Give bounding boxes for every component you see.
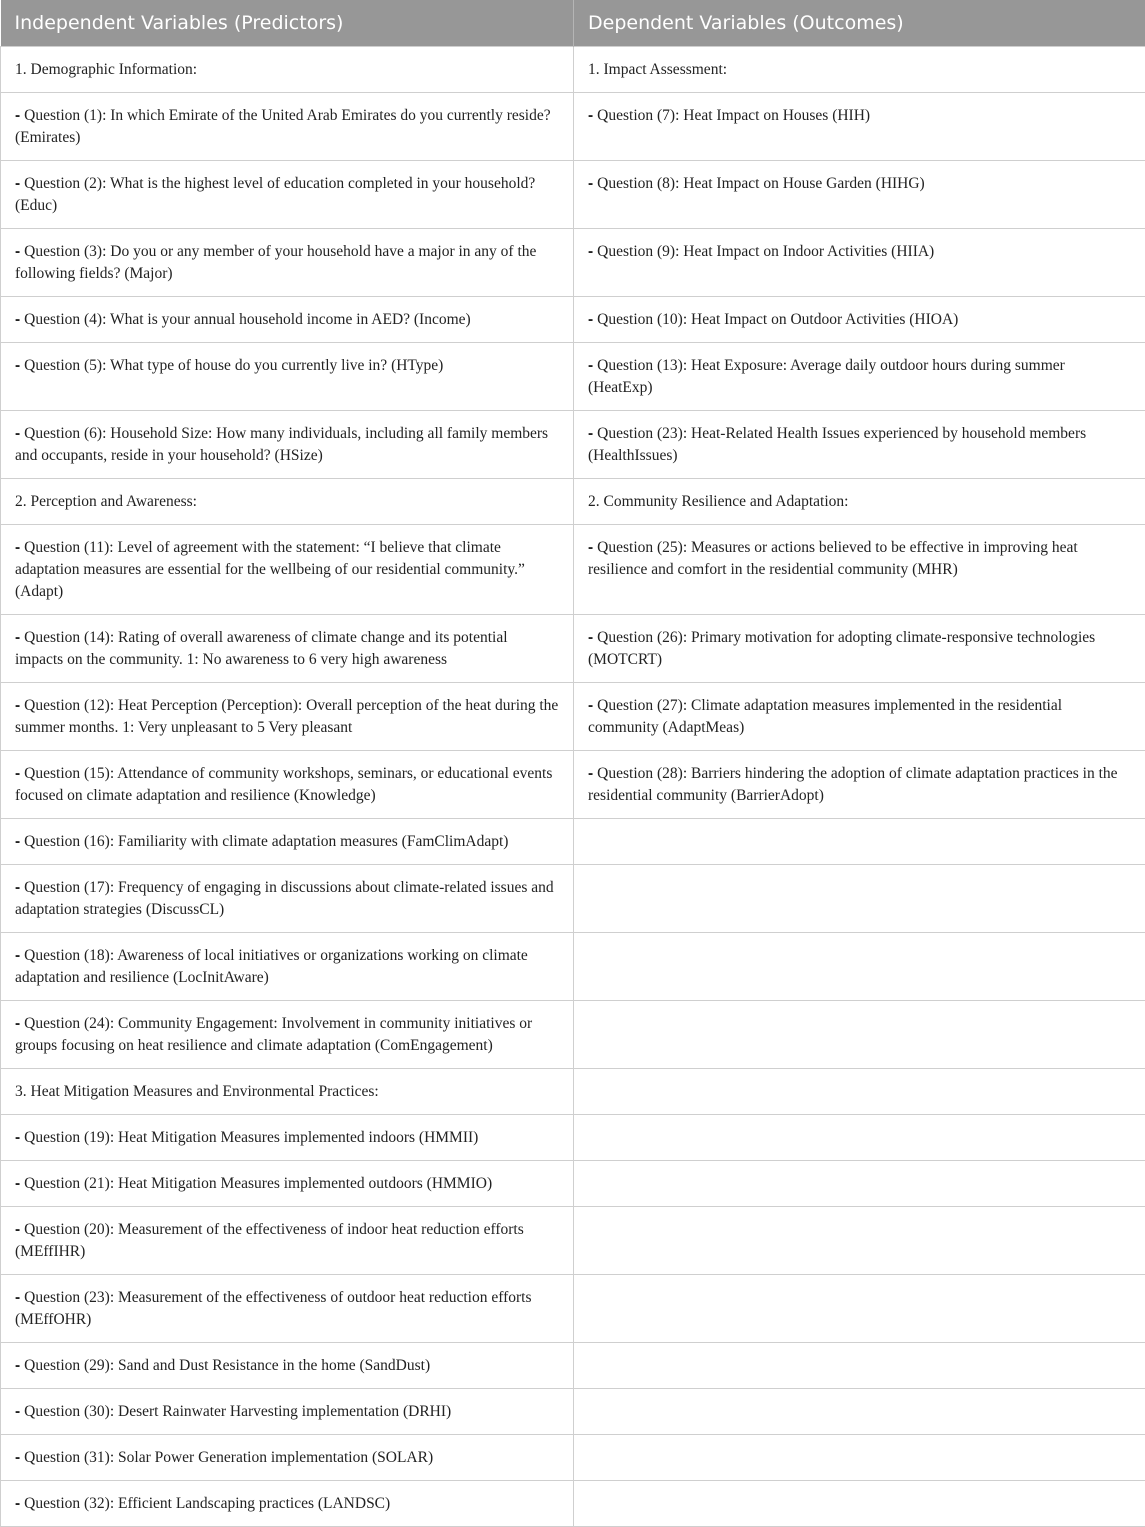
table-row [1,1389,1145,1435]
outcome-cell [574,525,1145,615]
cell-text: Question (3): Do you or any member of your household have a major in any of the following fields? (Major) [15,243,536,282]
table-row [1,615,1145,683]
cell-text: Question (23): Measurement of the effectiveness of outdoor heat reduction efforts (MEffOHR) [15,1289,532,1328]
table-row [1,229,1145,297]
table-row [1,1207,1145,1275]
table-row [1,819,1145,865]
bullet-icon: - [15,879,20,896]
outcome-cell [574,93,1145,161]
bullet-icon: - [15,1357,20,1374]
bullet-icon: - [15,1495,20,1512]
outcome-cell [574,229,1145,297]
cell-text: Question (28): Barriers hindering the adoption of climate adaptation practices in the residential community (BarrierAdopt) [588,765,1118,804]
predictor-cell [1,1435,574,1481]
cell-text: Question (15): Attendance of community workshops, seminars, or educational events focused on climate adaptation and resilience (Knowledge) [15,765,552,804]
predictor-cell [1,1001,574,1069]
bullet-icon: - [15,1015,20,1032]
header-row [1,0,1145,47]
bullet-icon: - [588,243,593,260]
outcome-cell [574,1207,1145,1275]
table-row [1,1069,1145,1115]
cell-text: 3. Heat Mitigation Measures and Environmental Practices: [15,1083,379,1100]
predictor-cell [1,411,574,479]
outcome-cell [574,411,1145,479]
cell-text: Question (9): Heat Impact on Indoor Activities (HIIA) [597,243,934,260]
bullet-icon: - [15,311,20,328]
predictor-cell [1,161,574,229]
cell-text: Question (29): Sand and Dust Resistance in the home (SandDust) [24,1357,430,1374]
outcome-cell [574,1069,1145,1115]
cell-text: Question (2): What is the highest level of education completed in your household? (Educ) [15,175,535,214]
predictor-cell [1,751,574,819]
outcome-cell [574,615,1145,683]
bullet-icon: - [588,357,593,374]
bullet-icon: - [15,243,20,260]
cell-text: Question (19): Heat Mitigation Measures implemented indoors (HMMII) [24,1129,478,1146]
predictor-cell [1,865,574,933]
cell-text: Question (32): Efficient Landscaping practices (LANDSC) [24,1495,390,1512]
cell-text: Question (21): Heat Mitigation Measures implemented outdoors (HMMIO) [24,1175,492,1192]
predictor-cell [1,819,574,865]
table-row [1,865,1145,933]
outcome-cell [574,1001,1145,1069]
bullet-icon: - [15,1221,20,1238]
cell-text: Question (31): Solar Power Generation implementation (SOLAR) [24,1449,433,1466]
table-row [1,161,1145,229]
bullet-icon: - [588,425,593,442]
predictor-cell [1,933,574,1001]
bullet-icon: - [588,539,593,556]
predictor-cell [1,525,574,615]
table-row [1,1343,1145,1389]
cell-text: Question (5): What type of house do you currently live in? (HType) [24,357,443,374]
predictor-cell [1,615,574,683]
table-row [1,297,1145,343]
outcome-cell [574,865,1145,933]
outcome-cell [574,819,1145,865]
predictor-cell [1,1115,574,1161]
bullet-icon: - [15,425,20,442]
bullet-icon: - [15,1289,20,1306]
predictor-cell [1,1275,574,1343]
predictor-cell [1,1069,574,1115]
table-row [1,479,1145,525]
outcome-cell [574,1435,1145,1481]
bullet-icon: - [15,697,20,714]
cell-text: 2. Community Resilience and Adaptation: [588,493,848,510]
cell-text: Question (25): Measures or actions believed to be effective in improving heat resilience and comfort in the residential community (MHR) [588,539,1078,578]
bullet-icon: - [15,175,20,192]
bullet-icon: - [15,107,20,124]
outcome-cell [574,1275,1145,1343]
bullet-icon: - [588,175,593,192]
table-row [1,47,1145,93]
table-row [1,1001,1145,1069]
bullet-icon: - [15,357,20,374]
cell-text: Question (10): Heat Impact on Outdoor Activities (HIOA) [597,311,958,328]
outcome-cell [574,1343,1145,1389]
bullet-icon: - [15,833,20,850]
cell-text: Question (30): Desert Rainwater Harvesting implementation (DRHI) [24,1403,451,1420]
cell-text: Question (27): Climate adaptation measures implemented in the residential community (AdaptMeas) [588,697,1062,736]
cell-text: Question (4): What is your annual household income in AED? (Income) [24,311,471,328]
predictor-cell [1,479,574,525]
bullet-icon: - [15,1129,20,1146]
table-row [1,933,1145,1001]
table-row [1,751,1145,819]
outcome-cell [574,343,1145,411]
cell-text: Question (17): Frequency of engaging in discussions about climate-related issues and adaptation strategies (DiscussCL) [15,879,554,918]
predictor-cell [1,343,574,411]
predictor-cell [1,229,574,297]
table-row [1,1275,1145,1343]
cell-text: Question (11): Level of agreement with the statement: “I believe that climate adaptation measures are essential for the wellbeing of our residential community.” (Adapt) [15,539,525,600]
cell-text: 1. Demographic Information: [15,61,197,78]
predictor-cell [1,93,574,161]
cell-text: Question (18): Awareness of local initiatives or organizations working on climate adaptation and resilience (LocInitAware) [15,947,528,986]
outcome-cell [574,1161,1145,1207]
outcome-cell [574,1481,1145,1527]
outcome-cell [574,683,1145,751]
table-row [1,93,1145,161]
predictor-cell [1,1389,574,1435]
predictor-cell [1,683,574,751]
bullet-icon: - [588,629,593,646]
bullet-icon: - [15,947,20,964]
bullet-icon: - [588,765,593,782]
cell-text: Question (24): Community Engagement: Involvement in community initiatives or groups focusing on heat resilience and climate adaptation (ComEngagement) [15,1015,532,1054]
outcome-cell [574,47,1145,93]
table-row [1,1115,1145,1161]
cell-text: Question (26): Primary motivation for adopting climate-responsive technologies (MOTCRT) [588,629,1095,668]
bullet-icon: - [588,697,593,714]
bullet-icon: - [15,1449,20,1466]
table-row [1,683,1145,751]
predictor-cell [1,1161,574,1207]
predictor-cell [1,1207,574,1275]
bullet-icon: - [588,107,593,124]
outcome-cell [574,1389,1145,1435]
bullet-icon: - [15,765,20,782]
table-row [1,525,1145,615]
cell-text: Question (13): Heat Exposure: Average daily outdoor hours during summer (HeatExp) [588,357,1065,396]
outcome-cell [574,297,1145,343]
predictor-cell [1,1343,574,1389]
header-independent: Independent Variables (Predictors) [1,0,574,47]
outcome-cell [574,933,1145,1001]
table-row [1,1481,1145,1527]
predictor-cell [1,1481,574,1527]
bullet-icon: - [15,1175,20,1192]
header-dependent: Dependent Variables (Outcomes) [574,0,1145,47]
outcome-cell [574,161,1145,229]
table-row [1,1435,1145,1481]
cell-text: Question (7): Heat Impact on Houses (HIH) [597,107,870,124]
bullet-icon: - [15,539,20,556]
cell-text: Question (1): In which Emirate of the United Arab Emirates do you currently reside? (Emirates) [15,107,551,146]
bullet-icon: - [15,629,20,646]
cell-text: Question (6): Household Size: How many individuals, including all family members and occupants, reside in your household? (HSize) [15,425,548,464]
cell-text: Question (16): Familiarity with climate adaptation measures (FamClimAdapt) [24,833,508,850]
table-row [1,343,1145,411]
predictor-cell [1,297,574,343]
outcome-cell [574,479,1145,525]
cell-text: 1. Impact Assessment: [588,61,727,78]
cell-text: Question (14): Rating of overall awareness of climate change and its potential impacts on the community. 1: No awareness to 6 very high awareness [15,629,508,668]
outcome-cell [574,1115,1145,1161]
cell-text: Question (20): Measurement of the effectiveness of indoor heat reduction efforts (MEffIHR) [15,1221,524,1260]
cell-text: Question (12): Heat Perception (Perception): Overall perception of the heat during the summer months. 1: Very unpleasant to 5 Very pleasant [15,697,558,736]
cell-text: 2. Perception and Awareness: [15,493,197,510]
table-row [1,1161,1145,1207]
cell-text: Question (8): Heat Impact on House Garden (HIHG) [597,175,925,192]
bullet-icon: - [15,1403,20,1420]
cell-text: Question (23): Heat-Related Health Issues experienced by household members (HealthIssues) [588,425,1086,464]
bullet-icon: - [588,311,593,328]
outcome-cell [574,751,1145,819]
predictor-cell [1,47,574,93]
table-row [1,411,1145,479]
